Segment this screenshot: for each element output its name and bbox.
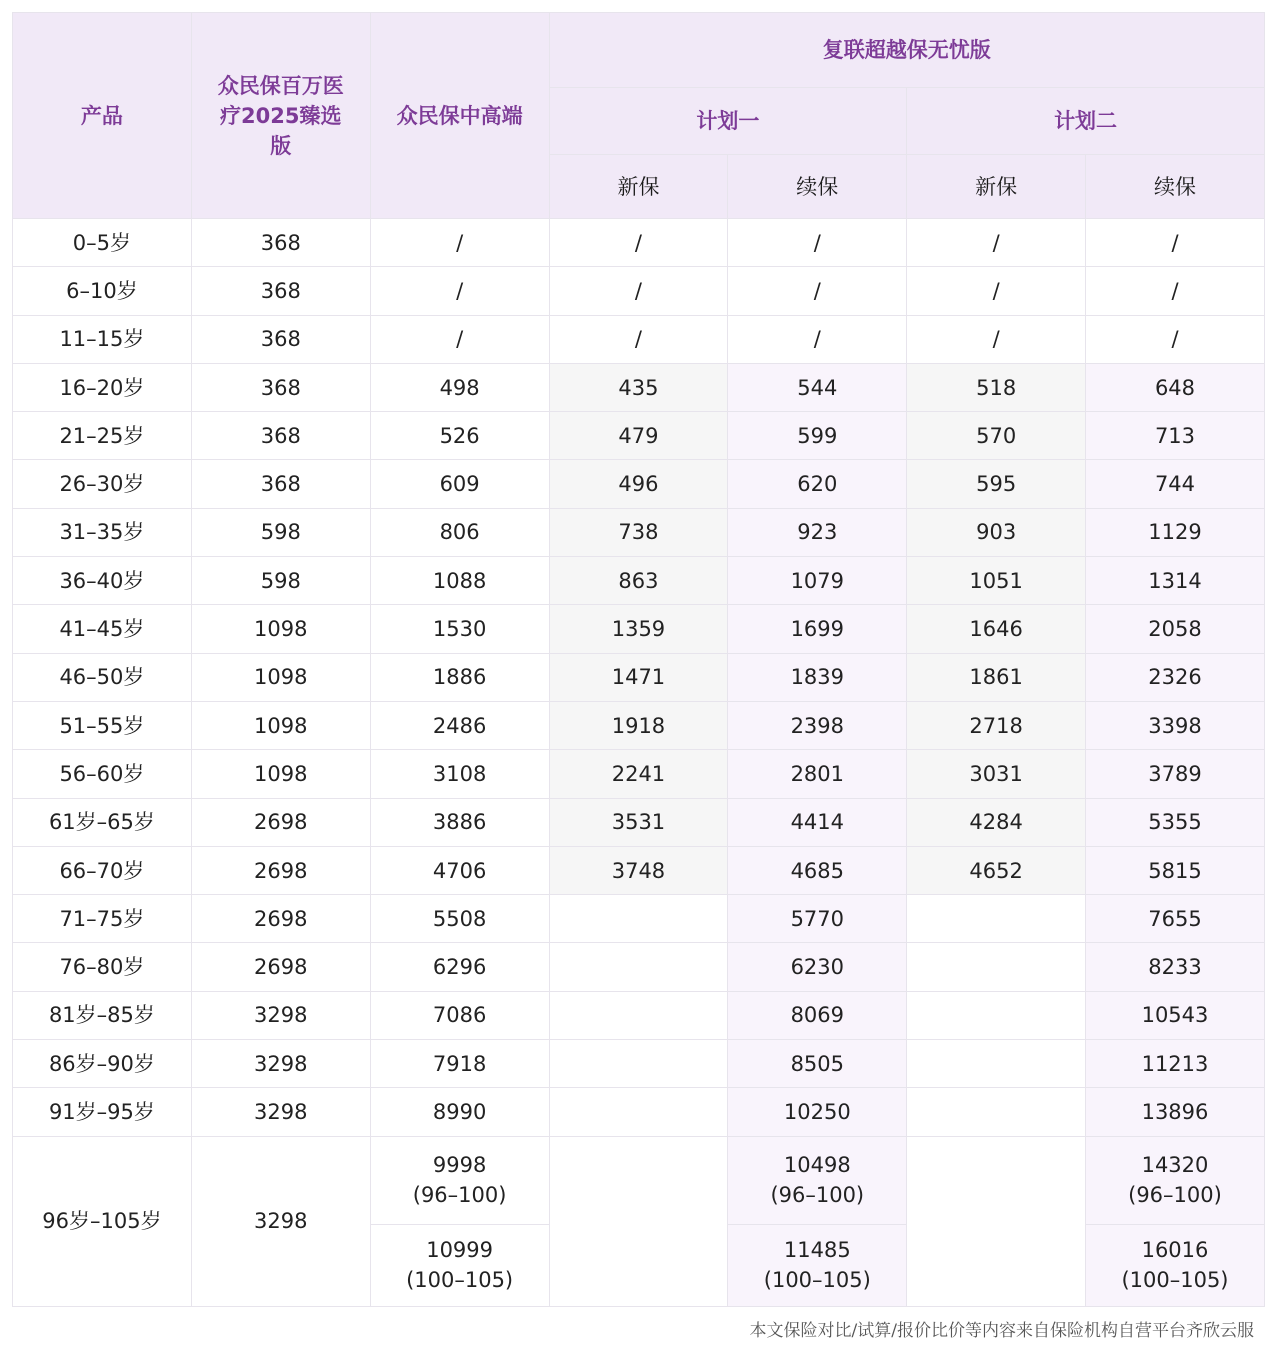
plan1-new-cell: 2241 xyxy=(549,750,728,798)
plan2-new-cell: 2718 xyxy=(907,701,1086,749)
table-row xyxy=(13,895,1265,943)
zhongminbao-baiwan-cell: 598 xyxy=(191,557,370,605)
zhongminbao-zhonggaoduan-cell: 7918 xyxy=(370,1040,549,1088)
plan2-renew-cell: 2326 xyxy=(1086,653,1265,701)
plan1-renew-cell xyxy=(728,1224,907,1306)
plan1-renew-cell: 1839 xyxy=(728,653,907,701)
plan2-new-cell: 4652 xyxy=(907,846,1086,894)
plan1-new-cell: 435 xyxy=(549,363,728,411)
zhongminbao-baiwan-cell: 368 xyxy=(191,460,370,508)
plan1-new-cell: 496 xyxy=(549,460,728,508)
header-plan1-new: 新保 xyxy=(549,155,728,219)
plan1-renew-cell: 620 xyxy=(728,460,907,508)
zhongminbao-baiwan-cell: 2698 xyxy=(191,846,370,894)
plan1-renew-cell: 4685 xyxy=(728,846,907,894)
plan1-new-cell: 1359 xyxy=(549,605,728,653)
plan2-renew-cell: 648 xyxy=(1086,363,1265,411)
plan1-renew-cell: 544 xyxy=(728,363,907,411)
plan2-new-cell: 4284 xyxy=(907,798,1086,846)
age-cell: 46–50岁 xyxy=(13,653,192,701)
header-zhongminbao-baiwan: 众民保百万医疗2025臻选版 xyxy=(191,13,370,219)
plan1-renew-cell: 10250 xyxy=(728,1088,907,1136)
plan1-renew-cell: / xyxy=(728,219,907,267)
zhongminbao-zhonggaoduan-cell: 526 xyxy=(370,412,549,460)
zhongminbao-baiwan-cell: 3298 xyxy=(191,991,370,1039)
plan1-new-cell: / xyxy=(549,219,728,267)
age-cell: 91岁–95岁 xyxy=(13,1088,192,1136)
price-age-range: (96–100) xyxy=(770,1183,865,1208)
plan2-renew-cell: / xyxy=(1086,315,1265,363)
age-cell: 56–60岁 xyxy=(13,750,192,798)
header-plan2-new: 新保 xyxy=(907,155,1086,219)
table-row xyxy=(13,653,1265,701)
plan1-renew-cell: 923 xyxy=(728,508,907,556)
price-value: 10999 xyxy=(426,1238,494,1263)
zhongminbao-zhonggaoduan-cell: 1886 xyxy=(370,653,549,701)
table-row xyxy=(13,943,1265,991)
zhongminbao-baiwan-cell: 368 xyxy=(191,219,370,267)
plan2-renew-cell xyxy=(1086,1224,1265,1306)
price-value: 10498 xyxy=(783,1153,851,1178)
header-zhongminbao-zhonggaoduan: 众民保中高端 xyxy=(370,13,549,219)
zhongminbao-zhonggaoduan-cell: 806 xyxy=(370,508,549,556)
zhongminbao-baiwan-cell: 3298 xyxy=(191,1136,370,1306)
plan2-renew-cell: / xyxy=(1086,219,1265,267)
zhongminbao-zhonggaoduan-cell: 609 xyxy=(370,460,549,508)
plan1-renew-cell: 1079 xyxy=(728,557,907,605)
plan2-renew-cell: 3398 xyxy=(1086,701,1265,749)
plan2-new-cell: / xyxy=(907,267,1086,315)
zhongminbao-zhonggaoduan-cell: 7086 xyxy=(370,991,549,1039)
plan1-renew-cell: 1699 xyxy=(728,605,907,653)
zhongminbao-baiwan-cell: 368 xyxy=(191,267,370,315)
table-row xyxy=(13,1088,1265,1136)
table-row xyxy=(13,605,1265,653)
table-body xyxy=(13,219,1265,1307)
zhongminbao-zhonggaoduan-cell: 3108 xyxy=(370,750,549,798)
zhongminbao-zhonggaoduan-cell: 3886 xyxy=(370,798,549,846)
zhongminbao-zhonggaoduan-cell xyxy=(370,1136,549,1224)
plan1-new-cell xyxy=(549,895,728,943)
age-cell: 41–45岁 xyxy=(13,605,192,653)
table-row xyxy=(13,460,1265,508)
zhongminbao-zhonggaoduan-cell: / xyxy=(370,219,549,267)
plan1-renew-cell: 599 xyxy=(728,412,907,460)
header-plan2-renew: 续保 xyxy=(1086,155,1265,219)
zhongminbao-baiwan-cell: 2698 xyxy=(191,798,370,846)
zhongminbao-zhonggaoduan-cell: 6296 xyxy=(370,943,549,991)
price-age-range: (100–105) xyxy=(406,1268,514,1293)
price-value: 14320 xyxy=(1141,1153,1209,1178)
table-row xyxy=(13,798,1265,846)
age-cell: 36–40岁 xyxy=(13,557,192,605)
zhongminbao-zhonggaoduan-cell: 1530 xyxy=(370,605,549,653)
plan2-new-cell xyxy=(907,1040,1086,1088)
zhongminbao-baiwan-cell: 368 xyxy=(191,412,370,460)
age-cell: 61岁–65岁 xyxy=(13,798,192,846)
plan2-new-cell: 3031 xyxy=(907,750,1086,798)
plan1-new-cell: 738 xyxy=(549,508,728,556)
age-cell: 51–55岁 xyxy=(13,701,192,749)
table-row xyxy=(13,846,1265,894)
zhongminbao-baiwan-cell: 368 xyxy=(191,363,370,411)
plan2-new-cell: 595 xyxy=(907,460,1086,508)
plan1-new-cell: 1471 xyxy=(549,653,728,701)
age-cell: 86岁–90岁 xyxy=(13,1040,192,1088)
zhongminbao-baiwan-cell: 3298 xyxy=(191,1040,370,1088)
age-cell: 16–20岁 xyxy=(13,363,192,411)
age-cell: 81岁–85岁 xyxy=(13,991,192,1039)
price-age-range: (96–100) xyxy=(1128,1183,1222,1208)
table-row xyxy=(13,1136,1265,1224)
age-cell: 26–30岁 xyxy=(13,460,192,508)
plan2-new-cell xyxy=(907,895,1086,943)
zhongminbao-zhonggaoduan-cell: 4706 xyxy=(370,846,549,894)
plan1-new-cell xyxy=(549,1136,728,1306)
table-row xyxy=(13,363,1265,411)
age-cell: 0–5岁 xyxy=(13,219,192,267)
price-age-range: (100–105) xyxy=(1121,1268,1229,1293)
zhongminbao-baiwan-cell: 368 xyxy=(191,315,370,363)
table-row xyxy=(13,219,1265,267)
plan2-renew-cell: 1129 xyxy=(1086,508,1265,556)
table-row xyxy=(13,412,1265,460)
header-product: 产品 xyxy=(13,13,192,219)
plan2-renew-cell: 5355 xyxy=(1086,798,1265,846)
plan1-renew-cell: 2398 xyxy=(728,701,907,749)
zhongminbao-baiwan-cell: 1098 xyxy=(191,653,370,701)
plan2-new-cell: 570 xyxy=(907,412,1086,460)
age-cell: 71–75岁 xyxy=(13,895,192,943)
zhongminbao-zhonggaoduan-cell xyxy=(370,1224,549,1306)
zhongminbao-zhonggaoduan-cell: 5508 xyxy=(370,895,549,943)
plan1-renew-cell xyxy=(728,1136,907,1224)
zhongminbao-baiwan-cell: 598 xyxy=(191,508,370,556)
table-row xyxy=(13,991,1265,1039)
plan1-renew-cell: 8505 xyxy=(728,1040,907,1088)
header-fulian-chaoyuebao: 复联超越保无忧版 xyxy=(549,13,1264,88)
plan2-renew-cell: 11213 xyxy=(1086,1040,1265,1088)
plan2-renew-cell: 713 xyxy=(1086,412,1265,460)
plan2-renew-cell: 1314 xyxy=(1086,557,1265,605)
table-row xyxy=(13,315,1265,363)
plan2-new-cell: / xyxy=(907,219,1086,267)
plan1-renew-cell: 6230 xyxy=(728,943,907,991)
plan2-renew-cell: 2058 xyxy=(1086,605,1265,653)
plan2-renew-cell: 7655 xyxy=(1086,895,1265,943)
zhongminbao-baiwan-cell: 1098 xyxy=(191,605,370,653)
zhongminbao-baiwan-cell: 1098 xyxy=(191,701,370,749)
plan1-renew-cell: 8069 xyxy=(728,991,907,1039)
zhongminbao-baiwan-cell: 3298 xyxy=(191,1088,370,1136)
plan1-new-cell: / xyxy=(549,315,728,363)
plan1-new-cell: 3748 xyxy=(549,846,728,894)
plan2-new-cell: 903 xyxy=(907,508,1086,556)
age-cell: 21–25岁 xyxy=(13,412,192,460)
plan1-renew-cell: 2801 xyxy=(728,750,907,798)
table-row xyxy=(13,557,1265,605)
plan1-new-cell: 3531 xyxy=(549,798,728,846)
table-row xyxy=(13,1040,1265,1088)
footer-disclaimer: 本文保险对比/试算/报价比价等内容来自保险机构自营平台齐欣云服 xyxy=(749,1321,1254,1341)
age-cell: 11–15岁 xyxy=(13,315,192,363)
plan2-new-cell: / xyxy=(907,315,1086,363)
plan2-new-cell: 518 xyxy=(907,363,1086,411)
table-row xyxy=(13,701,1265,749)
header-plan-1: 计划一 xyxy=(549,88,907,155)
plan1-new-cell: 479 xyxy=(549,412,728,460)
plan1-renew-cell: / xyxy=(728,267,907,315)
price-age-range: (100–105) xyxy=(763,1268,871,1293)
price-value: 11485 xyxy=(783,1238,851,1263)
plan1-new-cell: 863 xyxy=(549,557,728,605)
header-plan-2: 计划二 xyxy=(907,88,1265,155)
age-cell: 31–35岁 xyxy=(13,508,192,556)
plan2-renew-cell: / xyxy=(1086,267,1265,315)
plan2-new-cell: 1861 xyxy=(907,653,1086,701)
price-value: 9998 xyxy=(432,1153,487,1178)
plan2-renew-cell: 5815 xyxy=(1086,846,1265,894)
price-value: 16016 xyxy=(1141,1238,1209,1263)
zhongminbao-baiwan-cell: 1098 xyxy=(191,750,370,798)
header-plan1-renew: 续保 xyxy=(728,155,907,219)
plan1-new-cell: 1918 xyxy=(549,701,728,749)
age-cell: 96岁–105岁 xyxy=(13,1136,192,1306)
plan1-new-cell xyxy=(549,991,728,1039)
plan2-renew-cell: 13896 xyxy=(1086,1088,1265,1136)
zhongminbao-zhonggaoduan-cell: / xyxy=(370,267,549,315)
price-age-range: (96–100) xyxy=(412,1183,507,1208)
plan2-renew-cell: 8233 xyxy=(1086,943,1265,991)
premium-comparison-table xyxy=(12,12,1265,1307)
plan2-new-cell: 1051 xyxy=(907,557,1086,605)
zhongminbao-zhonggaoduan-cell: 1088 xyxy=(370,557,549,605)
plan1-new-cell xyxy=(549,943,728,991)
plan2-renew-cell: 3789 xyxy=(1086,750,1265,798)
zhongminbao-baiwan-cell: 2698 xyxy=(191,895,370,943)
plan2-new-cell xyxy=(907,1088,1086,1136)
zhongminbao-zhonggaoduan-cell: 2486 xyxy=(370,701,549,749)
zhongminbao-zhonggaoduan-cell: 498 xyxy=(370,363,549,411)
age-cell: 66–70岁 xyxy=(13,846,192,894)
plan1-new-cell xyxy=(549,1088,728,1136)
table-row xyxy=(13,508,1265,556)
age-cell: 6–10岁 xyxy=(13,267,192,315)
plan1-new-cell: / xyxy=(549,267,728,315)
plan1-renew-cell: 4414 xyxy=(728,798,907,846)
table-header xyxy=(13,13,1265,219)
zhongminbao-zhonggaoduan-cell: / xyxy=(370,315,549,363)
plan1-renew-cell: 5770 xyxy=(728,895,907,943)
table-row xyxy=(13,750,1265,798)
plan2-renew-cell xyxy=(1086,1136,1265,1224)
age-cell: 76–80岁 xyxy=(13,943,192,991)
plan2-renew-cell: 10543 xyxy=(1086,991,1265,1039)
plan2-new-cell: 1646 xyxy=(907,605,1086,653)
table-row xyxy=(13,267,1265,315)
zhongminbao-baiwan-cell: 2698 xyxy=(191,943,370,991)
plan2-new-cell xyxy=(907,991,1086,1039)
plan2-new-cell xyxy=(907,943,1086,991)
premium-table-container xyxy=(12,12,1264,1307)
plan2-renew-cell: 744 xyxy=(1086,460,1265,508)
plan1-new-cell xyxy=(549,1040,728,1088)
plan2-new-cell xyxy=(907,1136,1086,1306)
plan1-renew-cell: / xyxy=(728,315,907,363)
zhongminbao-zhonggaoduan-cell: 8990 xyxy=(370,1088,549,1136)
